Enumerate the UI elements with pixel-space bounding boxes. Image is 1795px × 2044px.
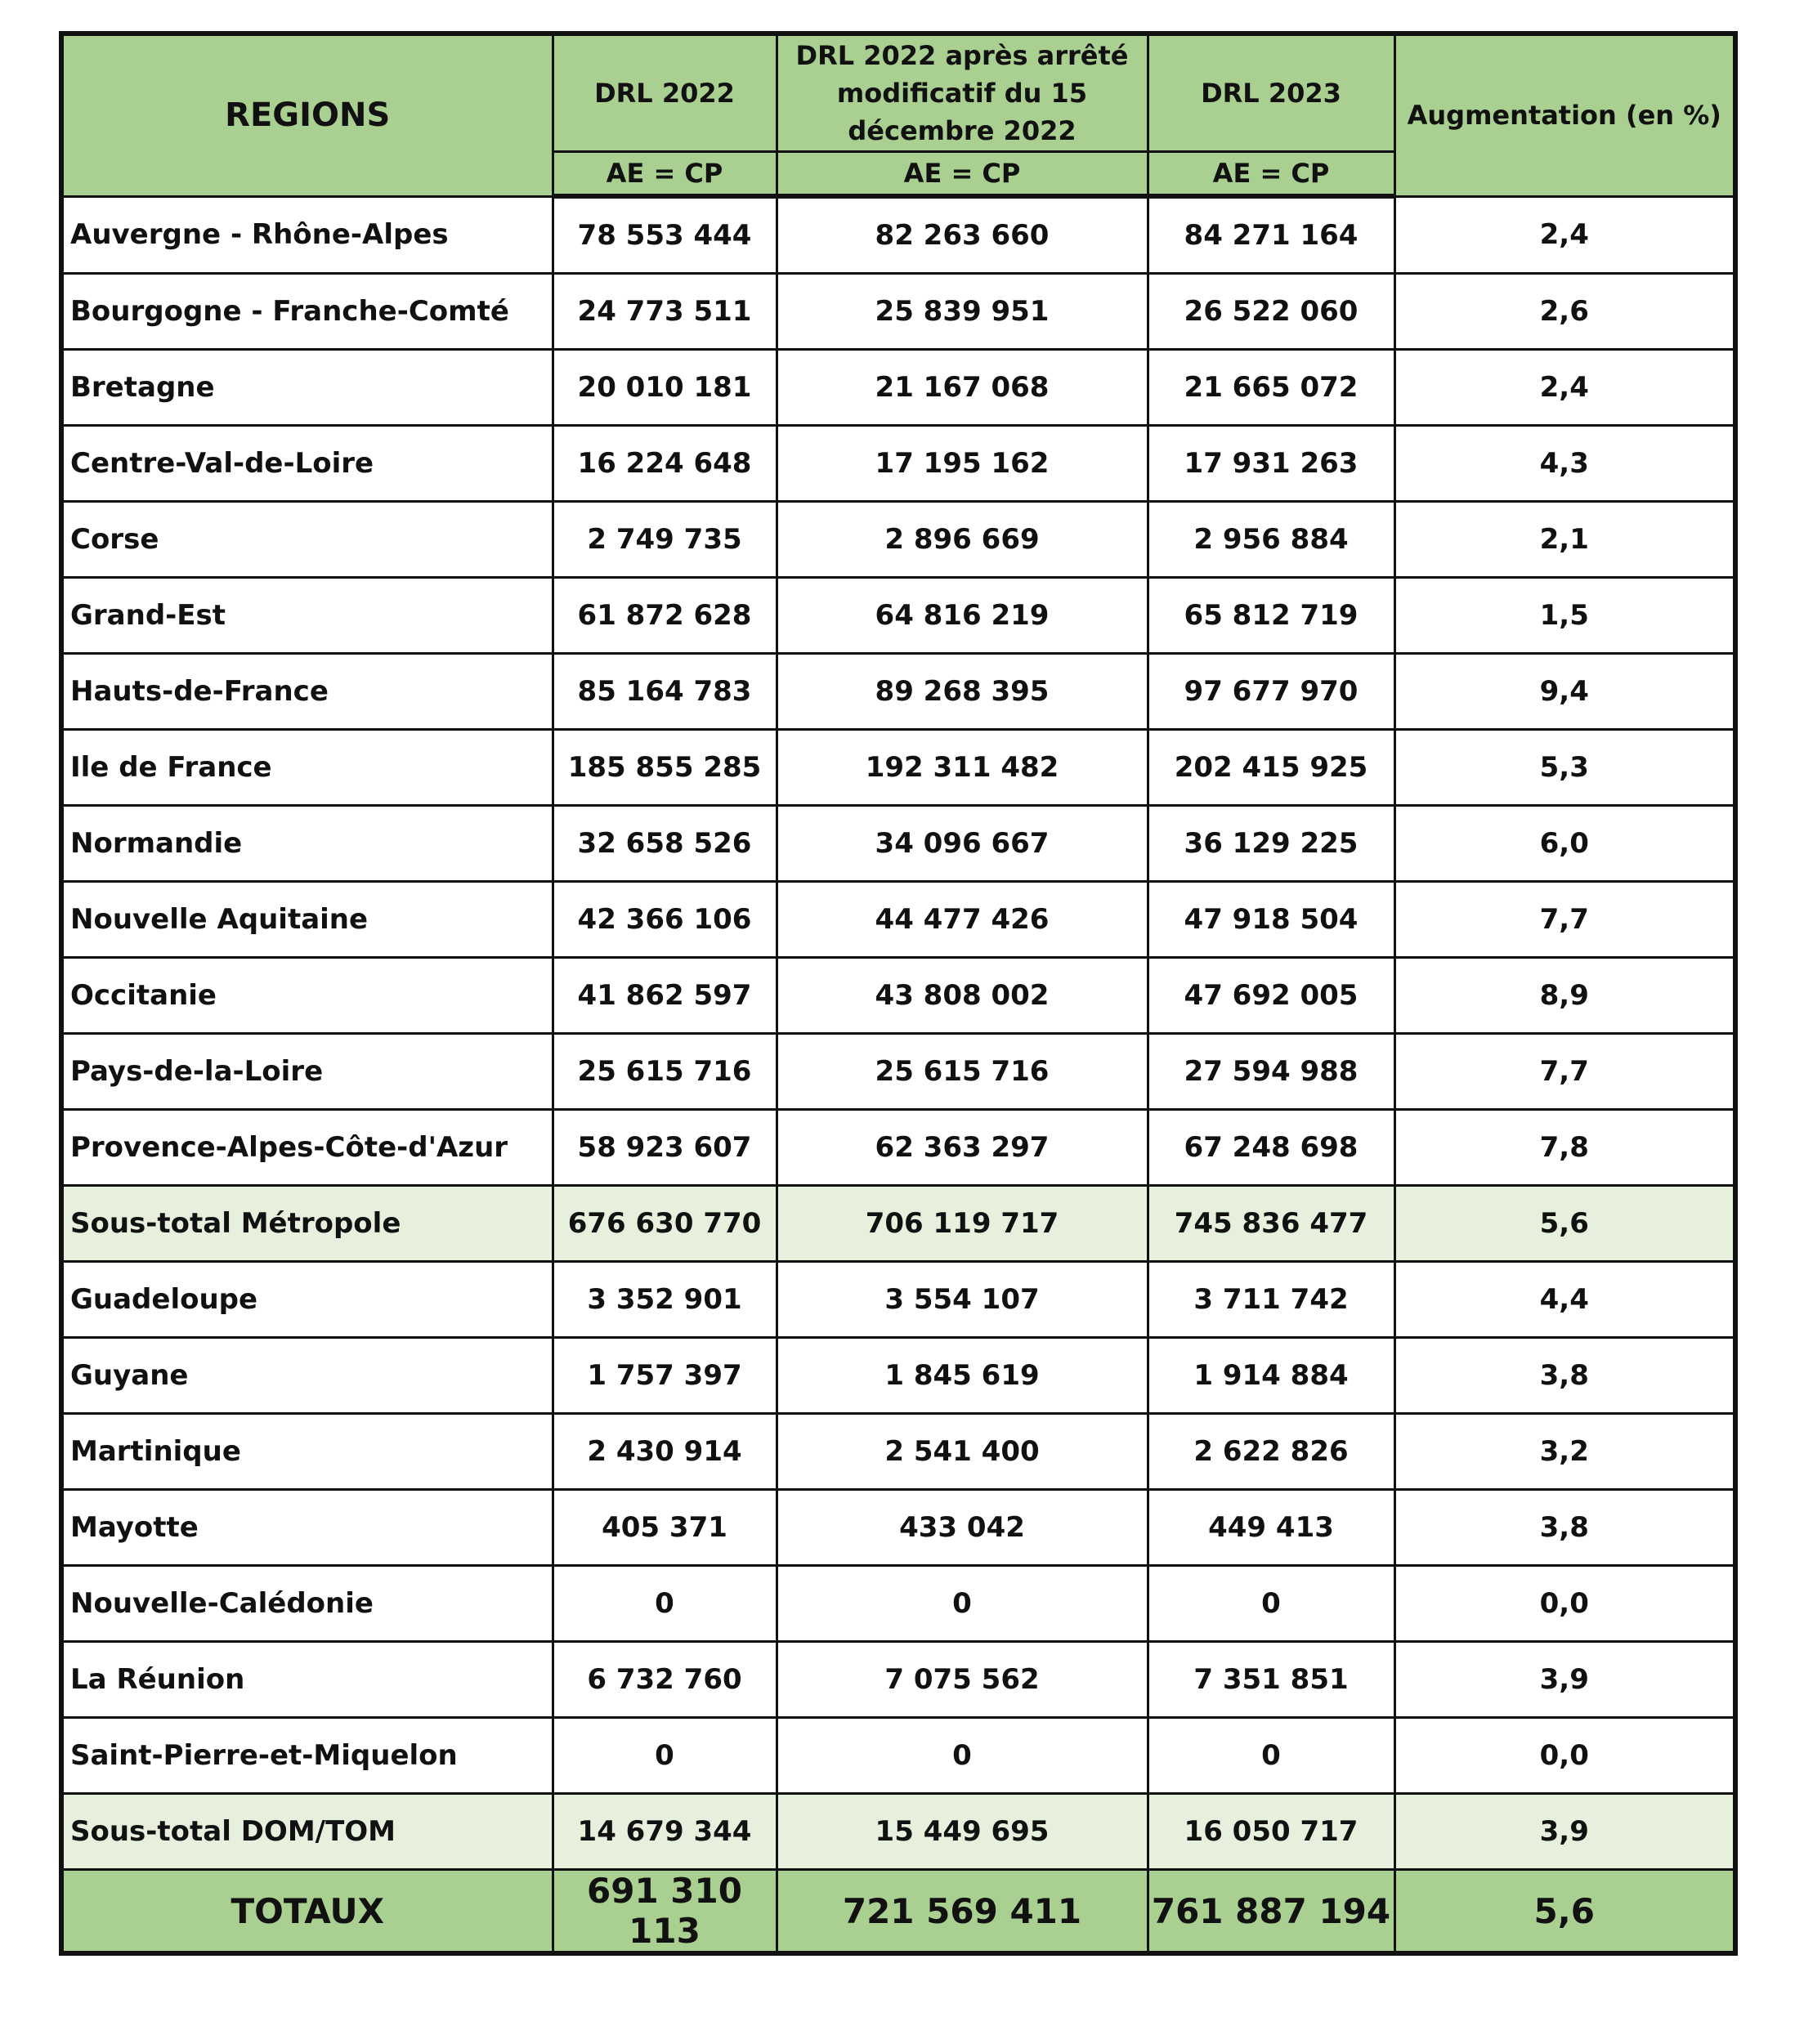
table-row — [61, 1110, 1735, 1186]
drl2023-cell: 97 677 970 — [1148, 654, 1394, 730]
region-cell: Saint-Pierre-et-Miquelon — [61, 1718, 553, 1794]
augmentation-cell: 8,9 — [1394, 958, 1735, 1034]
drl2022-mod-cell: 15 449 695 — [777, 1794, 1148, 1870]
drl2022-mod-cell: 82 263 660 — [777, 196, 1148, 274]
drl2022-mod-cell: 0 — [777, 1718, 1148, 1794]
drl2023-cell: 0 — [1148, 1566, 1394, 1642]
totals-drl2022-mod: 721 569 411 — [777, 1870, 1148, 1954]
drl2022-cell: 2 749 735 — [553, 502, 777, 578]
region-cell: Guadeloupe — [61, 1262, 553, 1338]
drl2022-cell: 185 855 285 — [553, 730, 777, 806]
drl2023-cell: 16 050 717 — [1148, 1794, 1394, 1870]
table-row — [61, 1262, 1735, 1338]
augmentation-cell: 5,6 — [1394, 1186, 1735, 1262]
augmentation-cell: 2,4 — [1394, 196, 1735, 274]
subtotal-row — [61, 1794, 1735, 1870]
drl2023-cell: 84 271 164 — [1148, 196, 1394, 274]
subtotal-row — [61, 1186, 1735, 1262]
table-row — [61, 1338, 1735, 1414]
drl2023-cell: 3 711 742 — [1148, 1262, 1394, 1338]
augmentation-cell: 4,4 — [1394, 1262, 1735, 1338]
drl2022-cell: 676 630 770 — [553, 1186, 777, 1262]
drl2022-mod-cell: 25 615 716 — [777, 1034, 1148, 1110]
drl2022-mod-cell: 2 896 669 — [777, 502, 1148, 578]
augmentation-cell: 0,0 — [1394, 1566, 1735, 1642]
drl2023-cell: 0 — [1148, 1718, 1394, 1794]
drl2022-cell: 85 164 783 — [553, 654, 777, 730]
table-row — [61, 1490, 1735, 1566]
table-row — [61, 502, 1735, 578]
drl2022-mod-cell: 25 839 951 — [777, 274, 1148, 350]
table-row — [61, 1642, 1735, 1718]
drl2023-cell: 17 931 263 — [1148, 426, 1394, 502]
drl2023-cell: 1 914 884 — [1148, 1338, 1394, 1414]
drl2022-mod-cell: 34 096 667 — [777, 806, 1148, 882]
drl2022-mod-cell: 2 541 400 — [777, 1414, 1148, 1490]
region-cell: Bourgogne - Franche-Comté — [61, 274, 553, 350]
drl2022-cell: 2 430 914 — [553, 1414, 777, 1490]
region-cell: Guyane — [61, 1338, 553, 1414]
drl2023-cell: 27 594 988 — [1148, 1034, 1394, 1110]
table-row — [61, 274, 1735, 350]
region-cell: Provence-Alpes-Côte-d'Azur — [61, 1110, 553, 1186]
drl2023-cell: 21 665 072 — [1148, 350, 1394, 426]
table-row — [61, 1718, 1735, 1794]
drl2023-cell: 65 812 719 — [1148, 578, 1394, 654]
table-row — [61, 1034, 1735, 1110]
header-drl2022-mod: DRL 2022 après arrêté modificatif du 15 décembre 2022 — [777, 34, 1148, 152]
table-row — [61, 730, 1735, 806]
region-cell: Nouvelle Aquitaine — [61, 882, 553, 958]
totals-row — [61, 1870, 1735, 1954]
drl2023-cell: 7 351 851 — [1148, 1642, 1394, 1718]
drl2022-cell: 41 862 597 — [553, 958, 777, 1034]
table-row — [61, 426, 1735, 502]
augmentation-cell: 2,4 — [1394, 350, 1735, 426]
drl2023-cell: 202 415 925 — [1148, 730, 1394, 806]
drl2022-mod-cell: 0 — [777, 1566, 1148, 1642]
augmentation-cell: 2,1 — [1394, 502, 1735, 578]
drl2022-mod-cell: 64 816 219 — [777, 578, 1148, 654]
drl2023-cell: 36 129 225 — [1148, 806, 1394, 882]
region-cell: Normandie — [61, 806, 553, 882]
drl2022-mod-cell: 89 268 395 — [777, 654, 1148, 730]
drl2022-cell: 16 224 648 — [553, 426, 777, 502]
table-row — [61, 882, 1735, 958]
table-body — [61, 196, 1735, 1870]
region-cell: Pays-de-la-Loire — [61, 1034, 553, 1110]
region-cell: Centre-Val-de-Loire — [61, 426, 553, 502]
header-ae-cp: AE = CP — [777, 152, 1148, 197]
augmentation-cell: 3,2 — [1394, 1414, 1735, 1490]
table-row — [61, 196, 1735, 274]
drl2022-cell: 78 553 444 — [553, 196, 777, 274]
augmentation-cell: 6,0 — [1394, 806, 1735, 882]
table-row — [61, 806, 1735, 882]
drl2022-cell: 0 — [553, 1718, 777, 1794]
region-cell: Mayotte — [61, 1490, 553, 1566]
drl2023-cell: 26 522 060 — [1148, 274, 1394, 350]
drl2022-cell: 42 366 106 — [553, 882, 777, 958]
table-row — [61, 1414, 1735, 1490]
region-cell: Auvergne - Rhône-Alpes — [61, 196, 553, 274]
drl2022-mod-cell: 43 808 002 — [777, 958, 1148, 1034]
table-header — [61, 34, 1735, 196]
drl2022-cell: 0 — [553, 1566, 777, 1642]
header-ae-cp: AE = CP — [553, 152, 777, 197]
drl-table — [59, 31, 1738, 1956]
augmentation-cell: 7,7 — [1394, 1034, 1735, 1110]
augmentation-cell: 7,7 — [1394, 882, 1735, 958]
drl2022-cell: 6 732 760 — [553, 1642, 777, 1718]
augmentation-cell: 3,9 — [1394, 1642, 1735, 1718]
drl2023-cell: 47 918 504 — [1148, 882, 1394, 958]
drl2022-cell: 32 658 526 — [553, 806, 777, 882]
augmentation-cell: 0,0 — [1394, 1718, 1735, 1794]
drl2022-mod-cell: 1 845 619 — [777, 1338, 1148, 1414]
header-augmentation: Augmentation (en %) — [1394, 34, 1735, 196]
augmentation-cell: 4,3 — [1394, 426, 1735, 502]
drl2022-cell: 1 757 397 — [553, 1338, 777, 1414]
header-ae-cp: AE = CP — [1148, 152, 1394, 197]
drl2022-cell: 20 010 181 — [553, 350, 777, 426]
augmentation-cell: 9,4 — [1394, 654, 1735, 730]
drl2022-cell: 405 371 — [553, 1490, 777, 1566]
augmentation-cell: 2,6 — [1394, 274, 1735, 350]
table-footer — [61, 1870, 1735, 1954]
region-cell: Ile de France — [61, 730, 553, 806]
header-drl2022: DRL 2022 — [553, 34, 777, 152]
augmentation-cell: 3,8 — [1394, 1338, 1735, 1414]
region-cell: La Réunion — [61, 1642, 553, 1718]
drl2023-cell: 2 622 826 — [1148, 1414, 1394, 1490]
drl2022-cell: 25 615 716 — [553, 1034, 777, 1110]
drl2022-mod-cell: 433 042 — [777, 1490, 1148, 1566]
drl2022-cell: 3 352 901 — [553, 1262, 777, 1338]
region-cell: Nouvelle-Calédonie — [61, 1566, 553, 1642]
region-cell: Occitanie — [61, 958, 553, 1034]
totals-label: TOTAUX — [61, 1870, 553, 1954]
drl2022-mod-cell: 706 119 717 — [777, 1186, 1148, 1262]
region-cell: Bretagne — [61, 350, 553, 426]
drl2023-cell: 47 692 005 — [1148, 958, 1394, 1034]
region-cell: Hauts-de-France — [61, 654, 553, 730]
augmentation-cell: 3,8 — [1394, 1490, 1735, 1566]
drl2023-cell: 2 956 884 — [1148, 502, 1394, 578]
totals-pct: 5,6 — [1394, 1870, 1735, 1954]
table-row — [61, 578, 1735, 654]
augmentation-cell: 5,3 — [1394, 730, 1735, 806]
totals-drl2022: 691 310 113 — [553, 1870, 777, 1954]
drl2023-cell: 745 836 477 — [1148, 1186, 1394, 1262]
table-row — [61, 1566, 1735, 1642]
header-drl2023: DRL 2023 — [1148, 34, 1394, 152]
table-row — [61, 958, 1735, 1034]
drl2023-cell: 449 413 — [1148, 1490, 1394, 1566]
augmentation-cell: 7,8 — [1394, 1110, 1735, 1186]
region-cell: Sous-total DOM/TOM — [61, 1794, 553, 1870]
drl2022-mod-cell: 7 075 562 — [777, 1642, 1148, 1718]
drl2022-mod-cell: 192 311 482 — [777, 730, 1148, 806]
drl2022-mod-cell: 44 477 426 — [777, 882, 1148, 958]
header-regions: REGIONS — [61, 34, 553, 196]
region-cell: Corse — [61, 502, 553, 578]
drl2022-mod-cell: 21 167 068 — [777, 350, 1148, 426]
region-cell: Martinique — [61, 1414, 553, 1490]
totals-drl2023: 761 887 194 — [1148, 1870, 1394, 1954]
drl2022-cell: 61 872 628 — [553, 578, 777, 654]
table-row — [61, 350, 1735, 426]
drl2022-cell: 14 679 344 — [553, 1794, 777, 1870]
augmentation-cell: 3,9 — [1394, 1794, 1735, 1870]
drl2022-cell: 24 773 511 — [553, 274, 777, 350]
drl2022-mod-cell: 62 363 297 — [777, 1110, 1148, 1186]
region-cell: Sous-total Métropole — [61, 1186, 553, 1262]
drl2023-cell: 67 248 698 — [1148, 1110, 1394, 1186]
region-cell: Grand-Est — [61, 578, 553, 654]
drl2022-mod-cell: 3 554 107 — [777, 1262, 1148, 1338]
table-row — [61, 654, 1735, 730]
drl2022-cell: 58 923 607 — [553, 1110, 777, 1186]
augmentation-cell: 1,5 — [1394, 578, 1735, 654]
drl2022-mod-cell: 17 195 162 — [777, 426, 1148, 502]
